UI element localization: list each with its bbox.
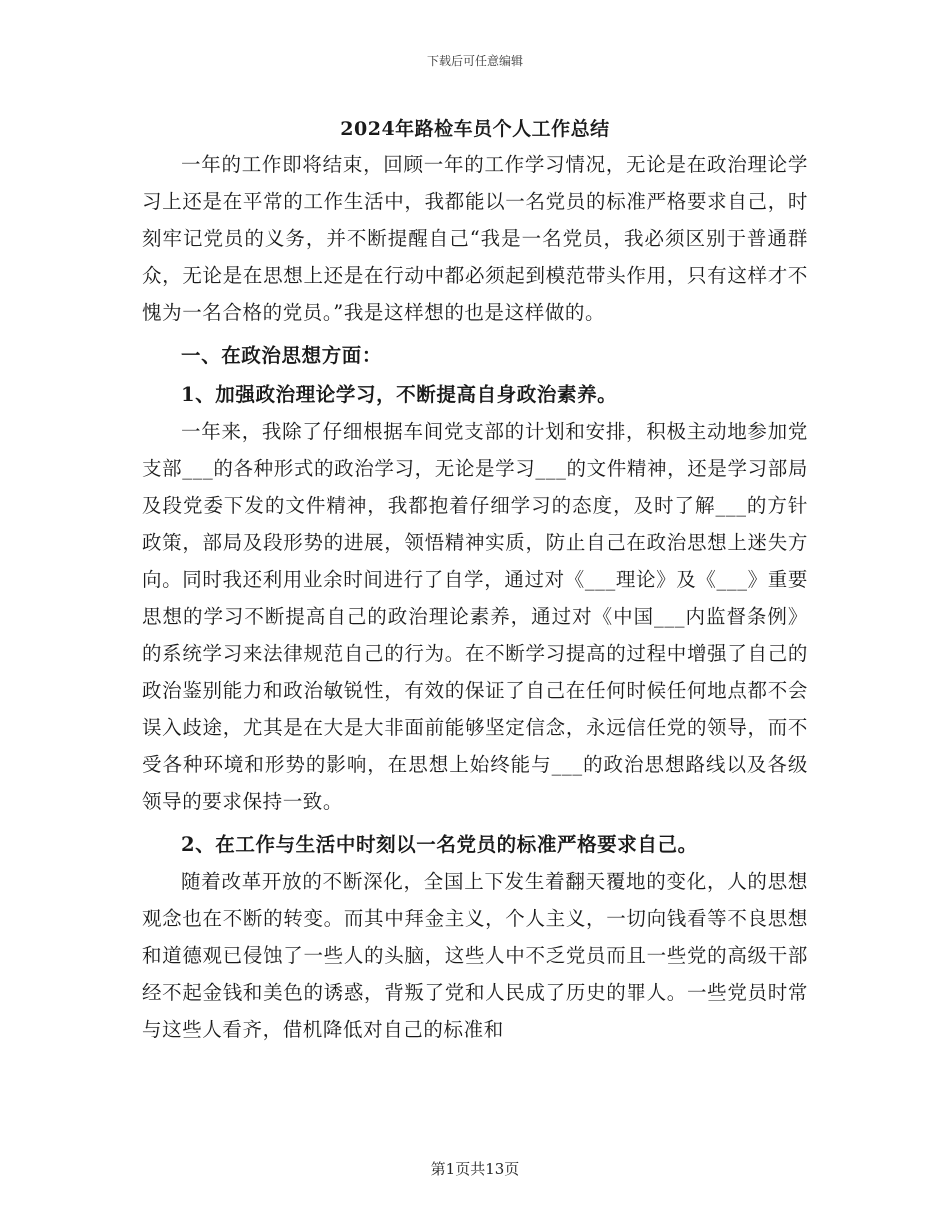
document-body (142, 146, 808, 1048)
intro-paragraph: 一年的工作即将结束，回顾一年的工作学习情况，无论是在政治理论学习上还是在平常的工作生活中，我都能以一名党员的标准严格要求自己，时刻牢记党员的义务，并不断提醒自己“我是一名党员，我必须区别于普通群众，无论是在思想上还是在行动中都必须起到模范带头作用，只有这样才不愧为一名合格的党员。”我是这样想的也是这样做的。 (142, 153, 808, 324)
section-heading-political: 一、在政治思想方面： (181, 344, 383, 367)
header-note: 下载后可任意编辑 (426, 54, 523, 68)
subheading-theory-study: 1、加强政治理论学习，不断提高自身政治素养。 (181, 383, 618, 406)
page-number-footer: 第1页共13页 (430, 1160, 520, 1178)
subheading-party-standard: 2、在工作与生活中时刻以一名党员的标准严格要求自己。 (181, 833, 698, 856)
party-standard-paragraph: 随着改革开放的不断深化，全国上下发生着翻天覆地的变化，人的思想观念也在不断的转变。而其中拜金主义，个人主义，一切向钱看等不良思想和道德观已侵蚀了一些人的头脑，这些人中不乏党员而且一些党的高级干部经不起金钱和美色的诱惑，背叛了党和人民成了历史的罪人。一些党员时常与这些人看齐，借机降低对自己的标准和 (142, 870, 808, 1041)
document-title: 2024年路检车员个人工作总结 (340, 118, 610, 140)
theory-study-paragraph: 一年来，我除了仔细根据车间党支部的计划和安排，积极主动地参加党支部___的各种形式的政治学习，无论是学习___的文件精神，还是学习部局及段党委下发的文件精神，我都抱着仔细学习的态度，及时了解___的方针政策，部局及段形势的进展，领悟精神实质，防止自己在政治思想上迷失方向。同时我还利用业余时间进行了自学，通过对《___理论》及《___》重要思想的学习不断提高自己的政治理论素养，通过对《中国___内监督条例》的系统学习来法律规范自己的行为。在不断学习提高的过程中增强了自己的政治鉴别能力和政治敏锐性，有效的保证了自己在任何时候任何地点都不会误入歧途，尤其是在大是大非面前能够坚定信念，永远信任党的领导，而不受各种环境和形势的影响，在思想上始终能与___的政治思想路线以及各级领导的要求保持一致。 (142, 420, 808, 813)
